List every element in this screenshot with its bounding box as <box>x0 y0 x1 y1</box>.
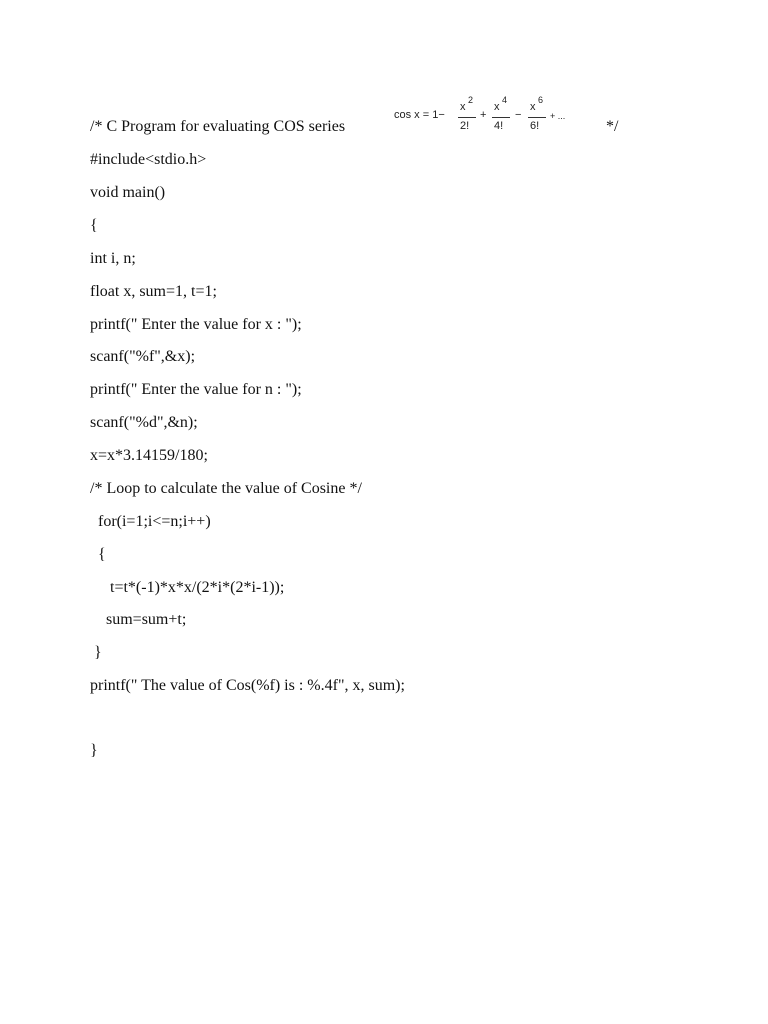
code-line: int i, n; <box>90 250 136 267</box>
formula-term2-exponent: 4 <box>502 95 508 105</box>
code-line: scanf("%d",&n); <box>90 414 198 431</box>
formula-term1-exponent: 2 <box>468 95 474 105</box>
code-line: t=t*(-1)*x*x/(2*i*(2*i-1)); <box>90 579 285 596</box>
code-line: scanf("%f",&x); <box>90 348 196 365</box>
cos-series-formula <box>394 95 569 137</box>
formula-term2-numerator: x <box>494 101 500 113</box>
formula-op2: − <box>515 109 522 121</box>
formula-term1-denominator: 2! <box>460 120 470 132</box>
code-line: } <box>90 644 102 661</box>
code-line: printf(" Enter the value for x : "); <box>90 316 302 333</box>
code-line: printf(" The value of Cos(%f) is : %.4f", x, sum); <box>90 677 405 694</box>
code-line: } <box>90 742 98 759</box>
code-line: printf(" Enter the value for n : "); <box>90 381 302 398</box>
header-comment-end: */ <box>606 118 619 135</box>
header-comment: /* C Program for evaluating COS series <box>90 118 346 135</box>
formula-term3-numerator: x <box>530 101 536 113</box>
formula-op1: + <box>480 109 487 121</box>
code-line: { <box>90 546 106 563</box>
formula-lhs: cos x = 1− <box>394 109 445 121</box>
formula-term2-denominator: 4! <box>494 120 504 132</box>
code-line: void main() <box>90 184 166 201</box>
code-line: sum=sum+t; <box>90 611 187 628</box>
formula-term3-denominator: 6! <box>530 120 540 132</box>
code-line: #include<stdio.h> <box>90 151 207 168</box>
formula-tail: + ... <box>550 111 566 121</box>
code-line: x=x*3.14159/180; <box>90 447 208 464</box>
formula-term3-bar <box>528 117 546 118</box>
formula-term2-bar <box>492 117 510 118</box>
formula-term3-exponent: 6 <box>538 95 544 105</box>
code-line: float x, sum=1, t=1; <box>90 283 217 300</box>
code-comment-line: /* Loop to calculate the value of Cosine */ <box>90 480 362 497</box>
code-line: for(i=1;i<=n;i++) <box>90 513 211 530</box>
formula-term1-numerator: x <box>460 101 466 113</box>
code-line: { <box>90 217 98 234</box>
formula-term1-bar <box>458 117 476 118</box>
